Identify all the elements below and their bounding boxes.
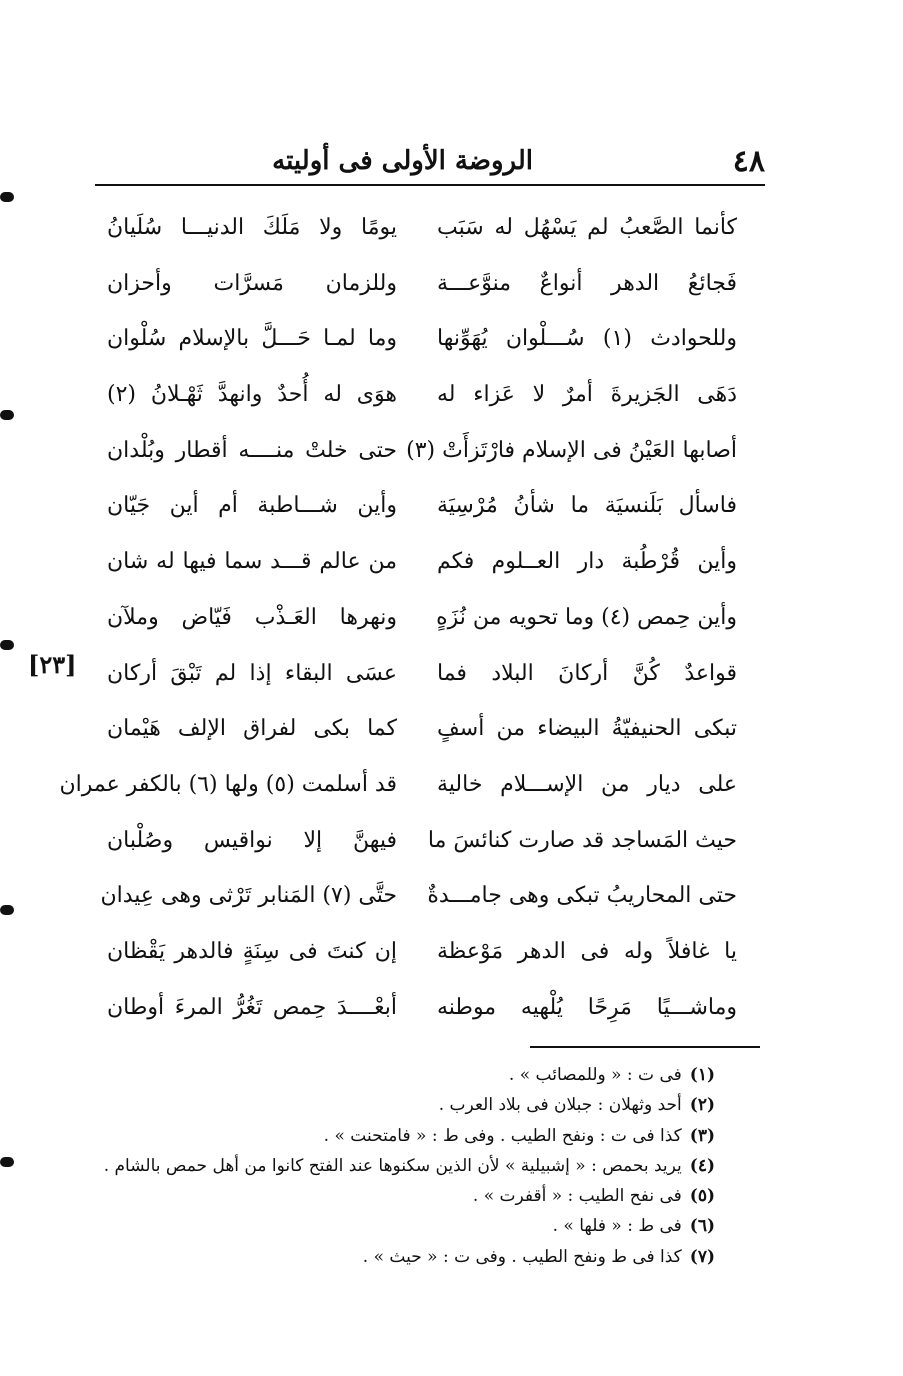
verse-line (59, 757, 765, 813)
verse-line (95, 478, 765, 534)
verse-line (95, 423, 765, 479)
poem (59, 200, 765, 1035)
verse-line (95, 868, 765, 924)
footnote-number: (٢) (689, 1095, 715, 1116)
footnote-number: (٧) (689, 1246, 715, 1267)
verse-first-hemistich: على ديار من الإســـلام خالية (437, 771, 737, 797)
footnote-text: أحد وثهلان : جبلان فى بلاد العرب . (438, 1095, 682, 1116)
footnote-number: (٤) (689, 1155, 715, 1176)
verse-second-hemistich: كما بكى لفراق الإلف هَيْمان (107, 716, 397, 742)
footnote-number: (١) (689, 1065, 715, 1085)
page-number: ٤٨ (732, 144, 765, 179)
footnote-text: كذا فى ت : ونفح الطيب . وفى ط : « فامتحنت » . (323, 1125, 682, 1146)
footnote (95, 1151, 715, 1181)
footnote-text: فى ط : « فلها » . (552, 1216, 682, 1237)
verse-line (95, 646, 765, 702)
footnote-text: كذا فى ط ونفح الطيب . وفى ت : « حيث » . (362, 1246, 682, 1267)
edge-mark (0, 905, 14, 915)
edge-mark (0, 640, 14, 650)
footnote-number: (٣) (689, 1125, 715, 1146)
edge-mark (0, 1157, 14, 1167)
verse-line (95, 590, 765, 646)
footnote (95, 1090, 715, 1120)
verse-line (95, 200, 765, 256)
header-rule (95, 184, 765, 186)
verse-first-hemistich: حتى المحاريبُ تبكى وهى جامـــدةٌ (427, 883, 737, 909)
verse-second-hemistich: ونهرها العَـذْب فَيّاض وملآن (107, 604, 397, 630)
footnote-text: يريد بحمص : « إشبيلية » لأن الذين سكنوها عند الفتح كانوا من أهل حمص بالشام . (103, 1155, 682, 1176)
footnotes (95, 1060, 715, 1272)
verse-second-hemistich: هوَى له أُحدٌ وانهدَّ ثَهْـلانُ (٢) (107, 382, 397, 408)
verse-first-hemistich: قواعدٌ كُنَّ أركانَ البلاد فما (437, 660, 737, 686)
page-header (95, 140, 765, 184)
verse-second-hemistich: إن كنتَ فى سِنَةٍ فالدهر يَقْظان (107, 938, 397, 964)
footnote-text: فى ت : « وللمصائب » . (508, 1065, 682, 1085)
verse-line (95, 924, 765, 980)
verse-line (95, 311, 765, 367)
margin-reference: [٢٣] (28, 650, 77, 679)
verse-second-hemistich: وما لمـا حَـــلَّ بالإسلام سُلْوان (107, 326, 397, 352)
footnote (95, 1211, 715, 1241)
verse-second-hemistich: حتى خلتْ منــــه أقطار وبُلْدان (107, 437, 397, 463)
verse-second-hemistich: من عالم قـــد سما فيها له شان (107, 549, 397, 575)
footnote (95, 1060, 715, 1090)
verse-first-hemistich: وللحوادث (١) سُـــلْوان يُهَوِّنها (437, 326, 737, 352)
verse-first-hemistich: وأين قُرْطُبة دار العــلوم فكم (437, 549, 737, 575)
footnote (95, 1242, 715, 1272)
verse-first-hemistich: يا غافلاً وله فى الدهر مَوْعظة (437, 938, 737, 964)
footnote-number: (٥) (689, 1186, 715, 1207)
verse-line (95, 701, 765, 757)
verse-first-hemistich: أصابها العَيْنُ فى الإسلام فارْتَزأَتْ (٣) (406, 437, 737, 463)
verse-first-hemistich: فَجائعُ الدهر أنواعٌ منوَّعـــة (437, 270, 737, 296)
verse-first-hemistich: كأنما الصَّعبُ لم يَسْهُل له سَبَب (437, 215, 737, 240)
footnotes-rule (530, 1046, 760, 1048)
verse-first-hemistich: دَهَى الجَزيرةَ أمرٌ لا عَزاء له (437, 382, 737, 408)
footnote-number: (٦) (689, 1216, 715, 1237)
verse-first-hemistich: وماشـــيًا مَرِحًا يُلْهيه موطنه (437, 994, 737, 1020)
edge-mark (0, 192, 14, 202)
edge-mark (0, 410, 14, 420)
footnote-text: فى نفح الطيب : « أقفرت » . (472, 1186, 682, 1207)
verse-second-hemistich: أبعْــــدَ حِمص تَغُرُّ المرءَ أوطان (107, 994, 397, 1020)
running-title: الروضة الأولى فى أوليته (272, 146, 533, 176)
verse-line (95, 367, 765, 423)
verse-line (95, 980, 765, 1036)
verse-second-hemistich: وللزمان مَسرَّات وأحزان (107, 270, 397, 296)
verse-first-hemistich: وأين حِمص (٤) وما تحويه من نُزَهٍ (436, 604, 737, 630)
verse-second-hemistich: فيهنَّ إلا نواقيس وصُلْبان (107, 827, 397, 853)
footnote (95, 1181, 715, 1211)
verse-second-hemistich: حتَّى (٧) المَنابر تَرْثى وهى عِيدان (100, 883, 397, 909)
verse-first-hemistich: تبكى الحنيفيّةُ البيضاء من أسفٍ (437, 716, 737, 742)
verse-second-hemistich: يومًا ولا مَلَكَ الدنيـــا سُلَيانُ (107, 215, 397, 240)
verse-first-hemistich: فاسأل بَلَنسيَة ما شأنُ مُرْسِيَة (437, 493, 737, 519)
verse-second-hemistich: قد أسلمت (٥) ولها (٦) بالكفر عمران (59, 771, 397, 797)
verse-line (95, 256, 765, 312)
verse-line (95, 534, 765, 590)
verse-line (95, 813, 765, 869)
footnote (95, 1121, 715, 1151)
verse-second-hemistich: عسَى البقاء إذا لم تَبْقَ أركان (107, 660, 397, 686)
verse-first-hemistich: حيث المَساجد قد صارت كنائسَ ما (427, 827, 737, 853)
verse-second-hemistich: وأين شـــاطبة أم أين جَيّان (107, 493, 397, 519)
